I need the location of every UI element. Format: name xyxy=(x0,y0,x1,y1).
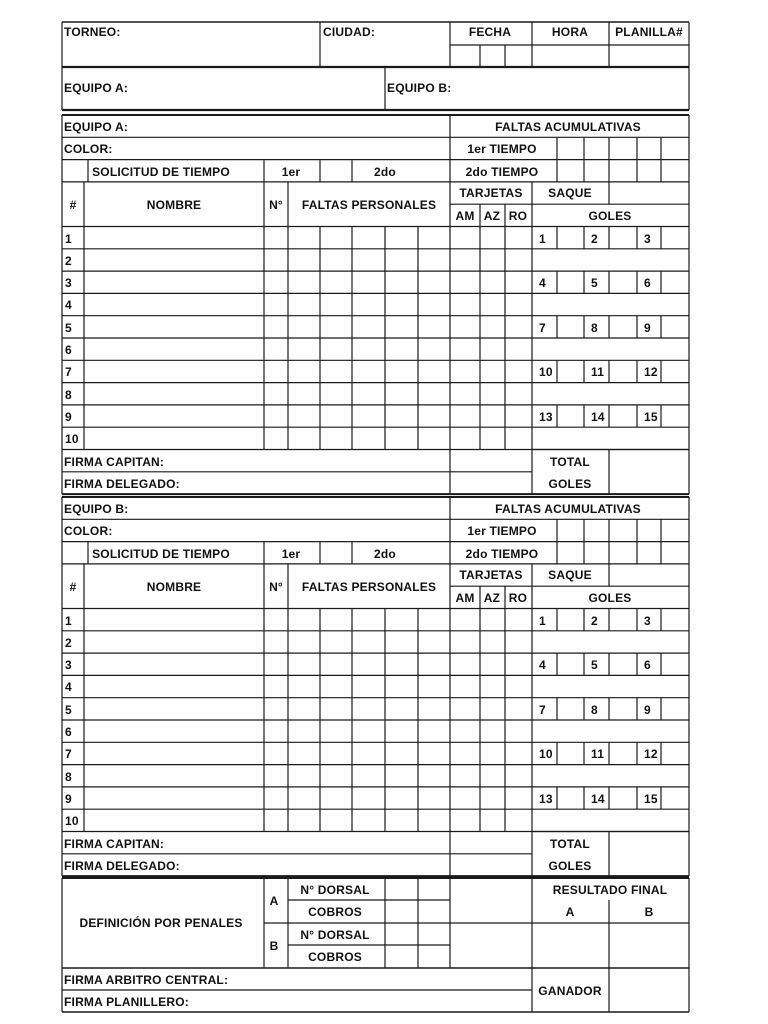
team-b-row-number: 2 xyxy=(65,635,72,650)
team-a-col-numero-header: N° xyxy=(269,197,283,212)
team-a-solicitud-segundo-label: 2do xyxy=(374,164,396,179)
team-b-firma-capitan-field[interactable]: FIRMA CAPITAN: xyxy=(64,836,165,851)
team-a-goles-header: GOLES xyxy=(588,209,632,224)
planilla-label: PLANILLA# xyxy=(615,25,683,39)
team-a-row-number: 7 xyxy=(65,365,72,380)
team-b-az-label: AZ xyxy=(483,591,501,606)
team-b-goal-number: 13 xyxy=(539,791,553,806)
team-b-total-label: TOTAL xyxy=(550,836,590,851)
firma-arbitro-field[interactable]: FIRMA ARBITRO CENTRAL: xyxy=(64,973,229,987)
penales-team-a-label: A xyxy=(269,894,279,908)
team-a-faltas-acumulativas-label: FALTAS ACUMULATIVAS xyxy=(495,120,641,134)
team-b-goal-number: 12 xyxy=(644,747,658,762)
team-b-ro-label: RO xyxy=(508,591,528,606)
team-a-row-number: 2 xyxy=(65,253,72,268)
team-b-goal-number: 2 xyxy=(591,613,598,628)
resultado-a-label: A xyxy=(565,905,575,919)
torneo-field[interactable]: TORNEO: xyxy=(64,25,121,39)
team-a-goal-number: 13 xyxy=(539,409,553,424)
team-a-ro-label: RO xyxy=(508,209,528,224)
team-b-row-number: 3 xyxy=(65,658,72,673)
team-a-color-field[interactable]: COLOR: xyxy=(64,142,113,157)
team-b-row-number: 5 xyxy=(65,702,72,717)
team-a-am-label: AM xyxy=(455,209,475,224)
team-a-tarjetas-label: TARJETAS xyxy=(459,185,523,200)
team-a-col-faltas-header: FALTAS PERSONALES xyxy=(301,197,437,212)
team-a-goal-number: 9 xyxy=(644,320,651,335)
team-b-color-field[interactable]: COLOR: xyxy=(64,524,113,539)
team-b-firma-delegado-field[interactable]: FIRMA DELEGADO: xyxy=(64,858,180,873)
team-a-row-number: 6 xyxy=(65,343,72,357)
team-a-row-number: 5 xyxy=(65,320,72,335)
team-b-row-number: 7 xyxy=(65,747,72,762)
penales-b-cobros-label: COBROS xyxy=(308,950,362,964)
team-b-goal-number: 5 xyxy=(591,658,598,673)
team-a-goal-number: 1 xyxy=(539,231,546,246)
team-b-goal-number: 3 xyxy=(644,613,651,628)
team-a-primer-tiempo-label: 1er TIEMPO xyxy=(467,142,537,157)
penales-team-b-label: B xyxy=(269,939,279,953)
header-equipo-a-field[interactable]: EQUIPO A: xyxy=(64,81,129,95)
team-b-saque-label: SAQUE xyxy=(548,567,592,582)
team-a-firma-capitan-field[interactable]: FIRMA CAPITAN: xyxy=(64,454,165,469)
hora-label: HORA xyxy=(551,25,589,39)
team-b-row-number: 8 xyxy=(65,769,72,784)
team-b-goal-number: 6 xyxy=(644,658,651,673)
team-a-row-number: 3 xyxy=(65,276,72,291)
team-b-row-number: 10 xyxy=(65,814,79,829)
team-a-segundo-tiempo-label: 2do TIEMPO xyxy=(465,164,539,179)
team-b-solicitud-tiempo-label: SOLICITUD DE TIEMPO xyxy=(92,546,230,561)
team-b-goal-number: 1 xyxy=(539,613,546,628)
resultado-b-label: B xyxy=(644,905,654,919)
team-a-goal-number: 3 xyxy=(644,231,651,246)
penales-a-dorsal-label: N° DORSAL xyxy=(300,883,370,897)
firma-planillero-field[interactable]: FIRMA PLANILLERO: xyxy=(64,995,189,1009)
definicion-penales-label: DEFINICIÓN POR PENALES xyxy=(79,916,243,930)
team-a-goal-number: 5 xyxy=(591,276,598,291)
team-b-tarjetas-label: TARJETAS xyxy=(459,567,523,582)
team-a-firma-delegado-field[interactable]: FIRMA DELEGADO: xyxy=(64,476,180,491)
team-b-row-number: 1 xyxy=(65,613,72,628)
penales-a-cobros-label: COBROS xyxy=(308,905,362,919)
team-b-goal-number: 9 xyxy=(644,702,651,717)
header-equipo-b-field[interactable]: EQUIPO B: xyxy=(387,81,452,95)
team-a-row-number: 9 xyxy=(65,409,72,424)
team-a-col-num-header: # xyxy=(69,197,77,212)
team-b-goal-number: 11 xyxy=(591,747,605,762)
team-a-goal-number: 4 xyxy=(539,276,546,291)
team-a-solicitud-tiempo-label: SOLICITUD DE TIEMPO xyxy=(92,164,230,179)
team-a-team-name-field[interactable]: EQUIPO A: xyxy=(64,120,129,134)
team-b-row-number: 9 xyxy=(65,791,72,806)
team-b-col-num-header: # xyxy=(69,579,77,594)
team-a-saque-label: SAQUE xyxy=(548,185,592,200)
team-a-row-number: 4 xyxy=(65,298,72,313)
team-a-az-label: AZ xyxy=(483,209,501,224)
team-b-row-number: 6 xyxy=(65,725,72,739)
team-a-total-label: TOTAL xyxy=(550,454,590,469)
team-a-goal-number: 14 xyxy=(591,409,605,424)
team-a-row-number: 8 xyxy=(65,387,72,402)
team-a-goles-total-label: GOLES xyxy=(548,476,592,491)
team-b-col-faltas-header: FALTAS PERSONALES xyxy=(301,579,437,594)
team-a-goal-number: 15 xyxy=(644,409,658,424)
team-b-goal-number: 15 xyxy=(644,791,658,806)
team-a-goal-number: 6 xyxy=(644,276,651,291)
team-a-col-nombre-header: NOMBRE xyxy=(146,197,202,212)
team-b-team-name-field[interactable]: EQUIPO B: xyxy=(64,502,129,516)
team-a-goal-number: 7 xyxy=(539,320,546,335)
team-b-col-nombre-header: NOMBRE xyxy=(146,579,202,594)
ganador-label: GANADOR xyxy=(538,984,602,998)
fecha-label: FECHA xyxy=(468,25,512,39)
team-a-row-number: 10 xyxy=(65,432,79,447)
team-b-solicitud-primer-label: 1er xyxy=(281,546,301,561)
team-b-goal-number: 10 xyxy=(539,747,553,762)
team-a-solicitud-primer-label: 1er xyxy=(281,164,301,179)
team-b-goal-number: 4 xyxy=(539,658,546,673)
team-b-am-label: AM xyxy=(455,591,475,606)
ciudad-field[interactable]: CIUDAD: xyxy=(323,25,376,39)
team-a-goal-number: 2 xyxy=(591,231,598,246)
team-b-solicitud-segundo-label: 2do xyxy=(374,546,396,561)
team-b-row-number: 4 xyxy=(65,680,72,695)
resultado-final-label: RESULTADO FINAL xyxy=(552,883,668,897)
team-b-primer-tiempo-label: 1er TIEMPO xyxy=(467,524,537,539)
team-b-goal-number: 7 xyxy=(539,702,546,717)
team-a-goal-number: 11 xyxy=(591,365,605,380)
team-b-segundo-tiempo-label: 2do TIEMPO xyxy=(465,546,539,561)
team-a-row-number: 1 xyxy=(65,231,72,246)
penales-b-dorsal-label: N° DORSAL xyxy=(300,928,370,942)
team-a-goal-number: 8 xyxy=(591,320,598,335)
team-b-goal-number: 14 xyxy=(591,791,605,806)
team-b-goles-total-label: GOLES xyxy=(548,858,592,873)
team-b-goles-header: GOLES xyxy=(588,591,632,606)
team-a-goal-number: 10 xyxy=(539,365,553,380)
team-b-col-numero-header: N° xyxy=(269,579,283,594)
team-b-faltas-acumulativas-label: FALTAS ACUMULATIVAS xyxy=(495,502,641,516)
team-b-goal-number: 8 xyxy=(591,702,598,717)
team-a-goal-number: 12 xyxy=(644,365,658,380)
